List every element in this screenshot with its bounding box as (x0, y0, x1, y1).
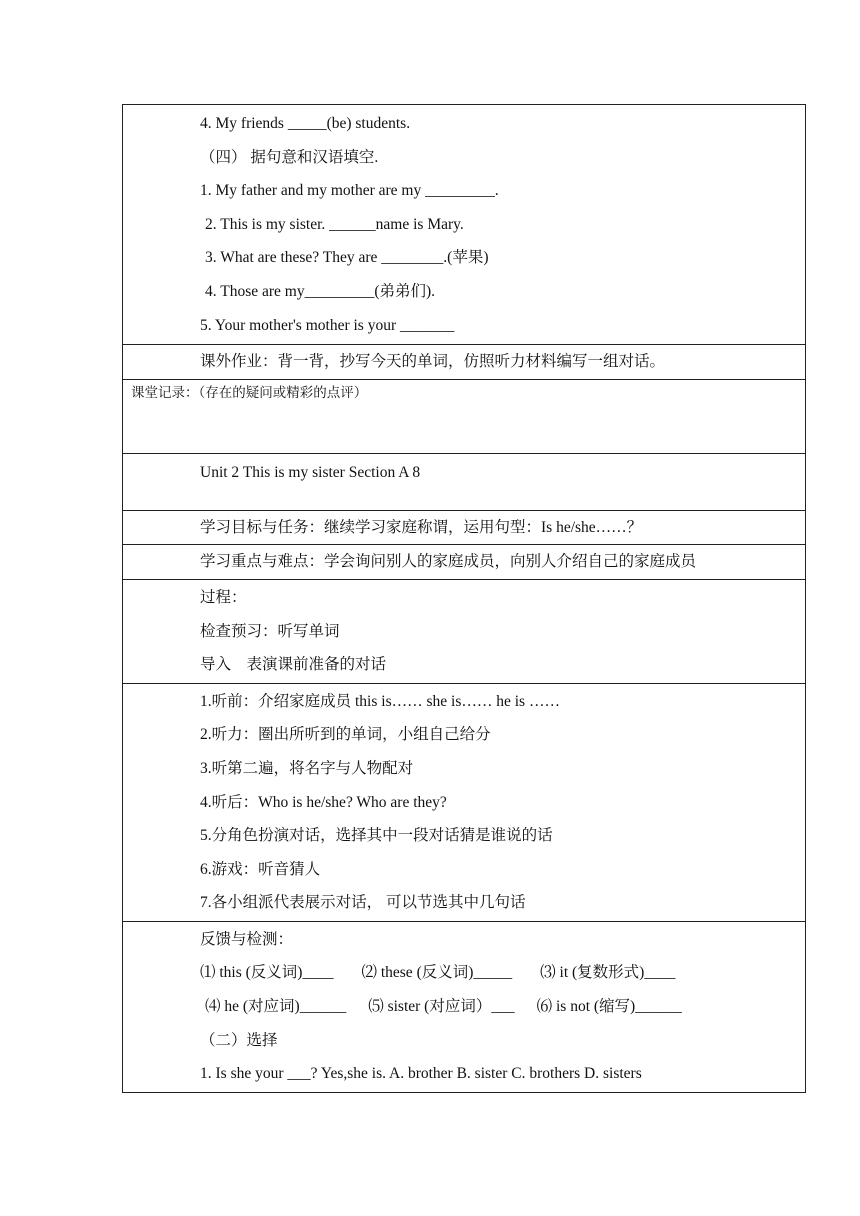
exercise-row-2 (123, 990, 805, 1024)
step-line: 7.各小组派代表展示对话， 可以节选其中几句话 (200, 894, 526, 912)
text-line: 检查预习：听写单词 (200, 622, 340, 640)
text-line: 过程： (200, 588, 247, 606)
exercise-item: ⑴ this (反义词)____ (200, 964, 334, 982)
table-row-feedback (122, 922, 806, 1093)
exercise-item: ⑵ these (反义词)_____ (361, 964, 513, 982)
table-row-listening-steps (122, 684, 806, 922)
step-line: 1.听前：介绍家庭成员 this is…… she is…… he is …… (200, 692, 560, 710)
step-line: 4.听后：Who is he/she? Who are they? (200, 793, 447, 811)
step-line: 2.听力：圈出所听到的单词，小组自己给分 (200, 726, 491, 744)
table-row-exercise-4 (122, 104, 806, 345)
table-row-objectives (122, 511, 806, 546)
exercise-item: ⑷ he (对应词)______ (205, 998, 347, 1016)
text-line: 4. Those are my_________(弟弟们). (205, 282, 436, 300)
table-row-key-points (122, 545, 806, 580)
choice-question: 1. Is she your ___? Yes,she is. A. brother B. sister C. brothers D. sisters (200, 1065, 642, 1083)
exercise-row-1 (123, 956, 805, 990)
homework-text: 课外作业：背一背，抄写今天的单词，仿照听力材料编写一组对话。 (200, 353, 666, 371)
table-row-homework (122, 345, 806, 380)
text-line: 1. My father and my mother are my _________. (200, 182, 499, 200)
text-line: 4. My friends _____(be) students. (200, 115, 411, 132)
class-notes-label: 课堂记录：（存在的疑问或精彩的点评） (131, 384, 368, 400)
section-heading: （二）选择 (200, 1031, 278, 1049)
feedback-title: 反馈与检测： (200, 930, 294, 948)
worksheet-table (122, 104, 806, 1093)
text-line: 导入 表演课前准备的对话 (200, 656, 387, 674)
exercise-item: ⑸ sister (对应词）___ (368, 998, 515, 1016)
exercise-item: ⑹ is not (缩写)______ (536, 998, 682, 1016)
text-line: 3. What are these? They are ________.(苹果) (205, 249, 489, 267)
section-heading: （四） 据句意和汉语填空. (200, 148, 379, 166)
exercise-item: ⑶ it (复数形式)____ (540, 964, 676, 982)
table-row-unit-title (122, 454, 806, 511)
step-line: 3.听第二遍，将名字与人物配对 (200, 759, 414, 777)
step-line: 5.分角色扮演对话，选择其中一段对话猜是谁说的话 (200, 827, 553, 845)
objectives-text: 学习目标与任务：继续学习家庭称谓，运用句型：Is he/she……？ (200, 518, 643, 536)
table-row-process (122, 580, 806, 684)
key-points-text: 学习重点与难点：学会询问别人的家庭成员，向别人介绍自己的家庭成员 (200, 553, 697, 571)
step-line: 6.游戏：听音猜人 (200, 860, 321, 878)
text-line: 2. This is my sister. ______name is Mary. (205, 215, 464, 233)
table-row-class-notes (122, 380, 806, 454)
unit-title: Unit 2 This is my sister Section A 8 (200, 463, 421, 481)
text-line: 5. Your mother's mother is your _______ (200, 316, 455, 334)
